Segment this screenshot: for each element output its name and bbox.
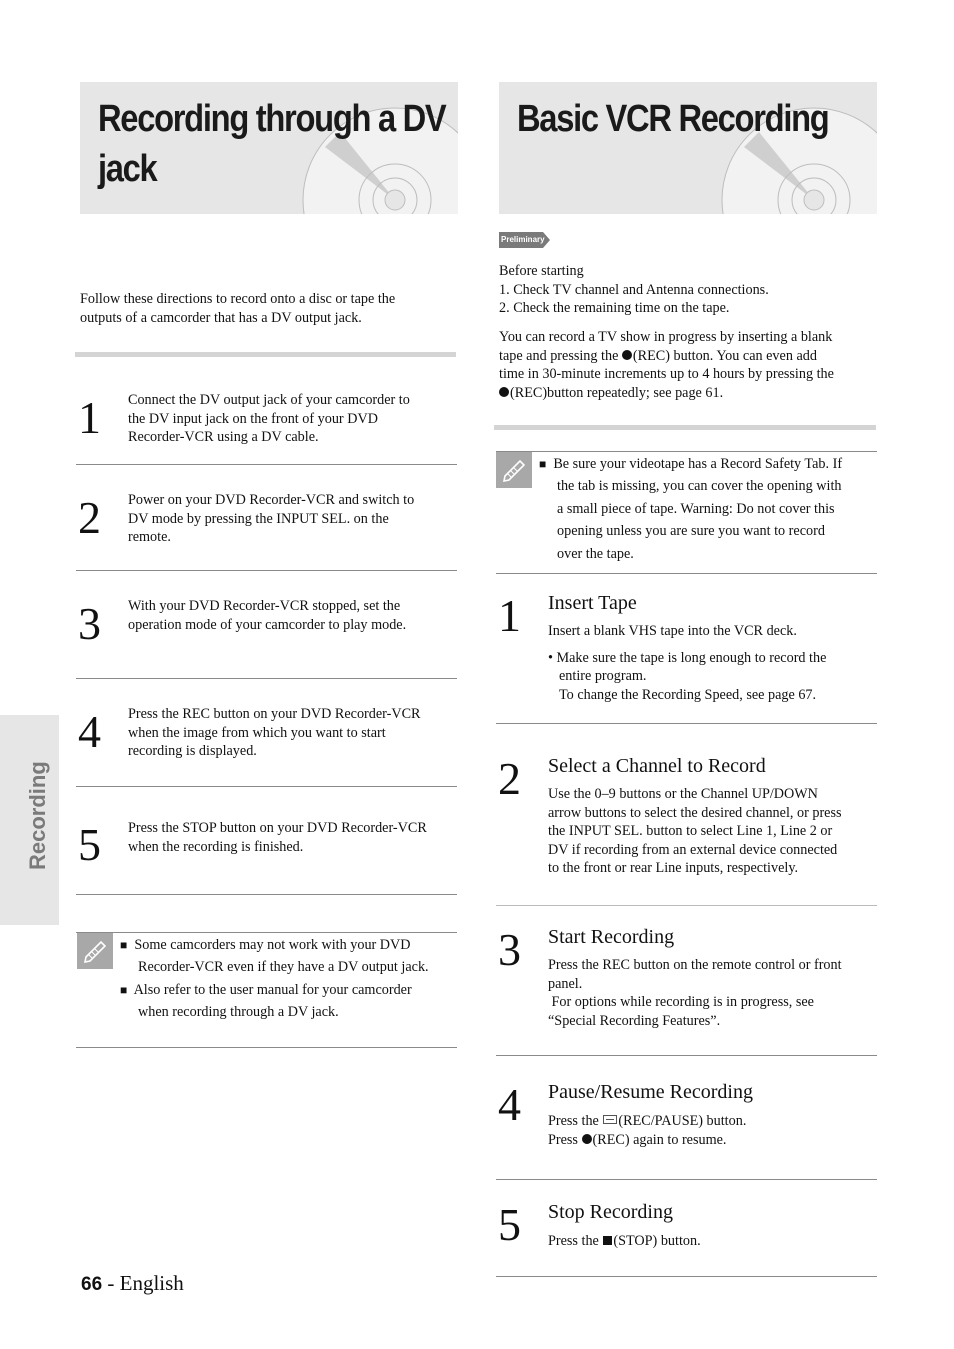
divider [76,932,457,933]
divider [76,786,457,787]
page-title-left: Recording through a DV jack [98,98,446,190]
step-number: 4 [498,1079,521,1130]
stop-icon [603,1236,612,1245]
step-number: 1 [78,392,101,443]
divider [496,451,877,452]
note-text: ■ Be sure your videotape has a Record Safety Tab. If the tab is missing, you can cover the opening with a small piece of tape. Warning: Do not cover this opening unless you are sure you want to record over the tape. [539,456,843,562]
right-title-box [499,82,877,214]
page-title-right: Basic VCR Recording [517,98,829,140]
divider [76,1047,457,1048]
bullet-square-icon: ■ [120,982,128,997]
step-number: 2 [498,753,521,804]
divider [496,1055,877,1056]
divider [496,573,877,574]
step-text: Press the (REC/PAUSE) button. Press (REC) again to resume. [548,1113,747,1148]
step-heading: Stop Recording [548,1201,673,1223]
step-text: Use the 0–9 buttons or the Channel UP/DOWN arrow buttons to select the desired channel, or press the INPUT SEL. button to select Line 1, Line 2 or DV if recording from an external device connected to the front or rear Line inputs, respectively. [548,786,842,877]
rec-pause-icon [603,1115,617,1124]
left-intro [80,290,460,327]
note-pencil-icon [77,933,113,969]
divider [76,464,457,465]
left-title-box [80,82,458,214]
step-number: 3 [498,924,521,975]
step-heading: Pause/Resume Recording [548,1081,753,1103]
divider [496,1276,877,1277]
step-number: 4 [78,706,101,757]
step-text: Press the REC button on your DVD Recorder-VCR when the image from which you want to start recording is displayed. [128,706,421,760]
divider [76,570,457,571]
intro-line: outputs of a camcorder that has a DV output jack. [80,309,362,326]
page-number: 66 [81,1274,103,1295]
step-text: Insert a blank VHS tape into the VCR deck. • Make sure the tape is long enough to record the entire program. To change the Recording Speed, see page 67. [548,623,827,703]
divider [76,678,457,679]
step-heading: Start Recording [548,926,675,948]
divider [76,894,457,895]
rec-dot-icon [622,350,632,360]
divider [496,905,877,906]
divider [494,425,876,430]
bullet-square-icon: ■ [120,938,128,952]
step-text: With your DVD Recorder-VCR stopped, set the operation mode of your camcorder to play mode. [128,598,407,633]
preliminary-badge: Preliminary [499,232,551,248]
divider [75,352,456,357]
step-number: 5 [78,819,101,870]
step-text: Press the (STOP) button. [548,1233,701,1249]
intro-line: Follow these directions to record onto a disc or tape the [80,291,396,307]
bullet-square-icon: ■ [539,457,547,471]
step-number: 2 [78,492,101,543]
step-text: Press the STOP button on your DVD Recorder-VCR when the recording is finished. [128,820,427,855]
step-heading: Insert Tape [548,592,637,614]
step-text: Power on your DVD Recorder-VCR and switch to DV mode by pressing the INPUT SEL. on the remote. [128,492,415,546]
step-heading: Select a Channel to Record [548,755,766,777]
intro-paragraph: You can record a TV show in progress by inserting a blank tape and pressing the (REC) button. You can even add time in 30-minute increments up to 4 hours by pressing the (REC)button repeatedly; see page 61. [499,329,834,401]
note-text: ■ Some camcorders may not work with your DVD Recorder-VCR even if they have a DV output jack. ■ Also refer to the user manual for your camcorder when recording through a DV jack. [120,937,429,1021]
page-footer: 66 - English [81,1271,184,1295]
before-starting: Before starting 1. Check TV channel and Antenna connections. 2. Check the remaining time on the tape. [499,263,769,317]
step-number: 1 [498,590,521,641]
step-text: Press the REC button on the remote control or front panel. For options while recording is in progress, see “Special Recording Features”. [548,957,842,1029]
step-number: 5 [498,1199,521,1250]
step-number: 3 [78,598,101,649]
rec-dot-icon [582,1134,592,1144]
step-text: Connect the DV output jack of your camcorder to the DV input jack on the front of your DVD Recorder-VCR using a DV cable. [128,392,410,446]
divider [496,723,877,724]
side-tab-label: Recording [25,761,50,870]
rec-dot-icon [499,387,509,397]
note-pencil-icon [496,452,532,488]
divider [496,1179,877,1180]
page-language: English [119,1271,184,1295]
